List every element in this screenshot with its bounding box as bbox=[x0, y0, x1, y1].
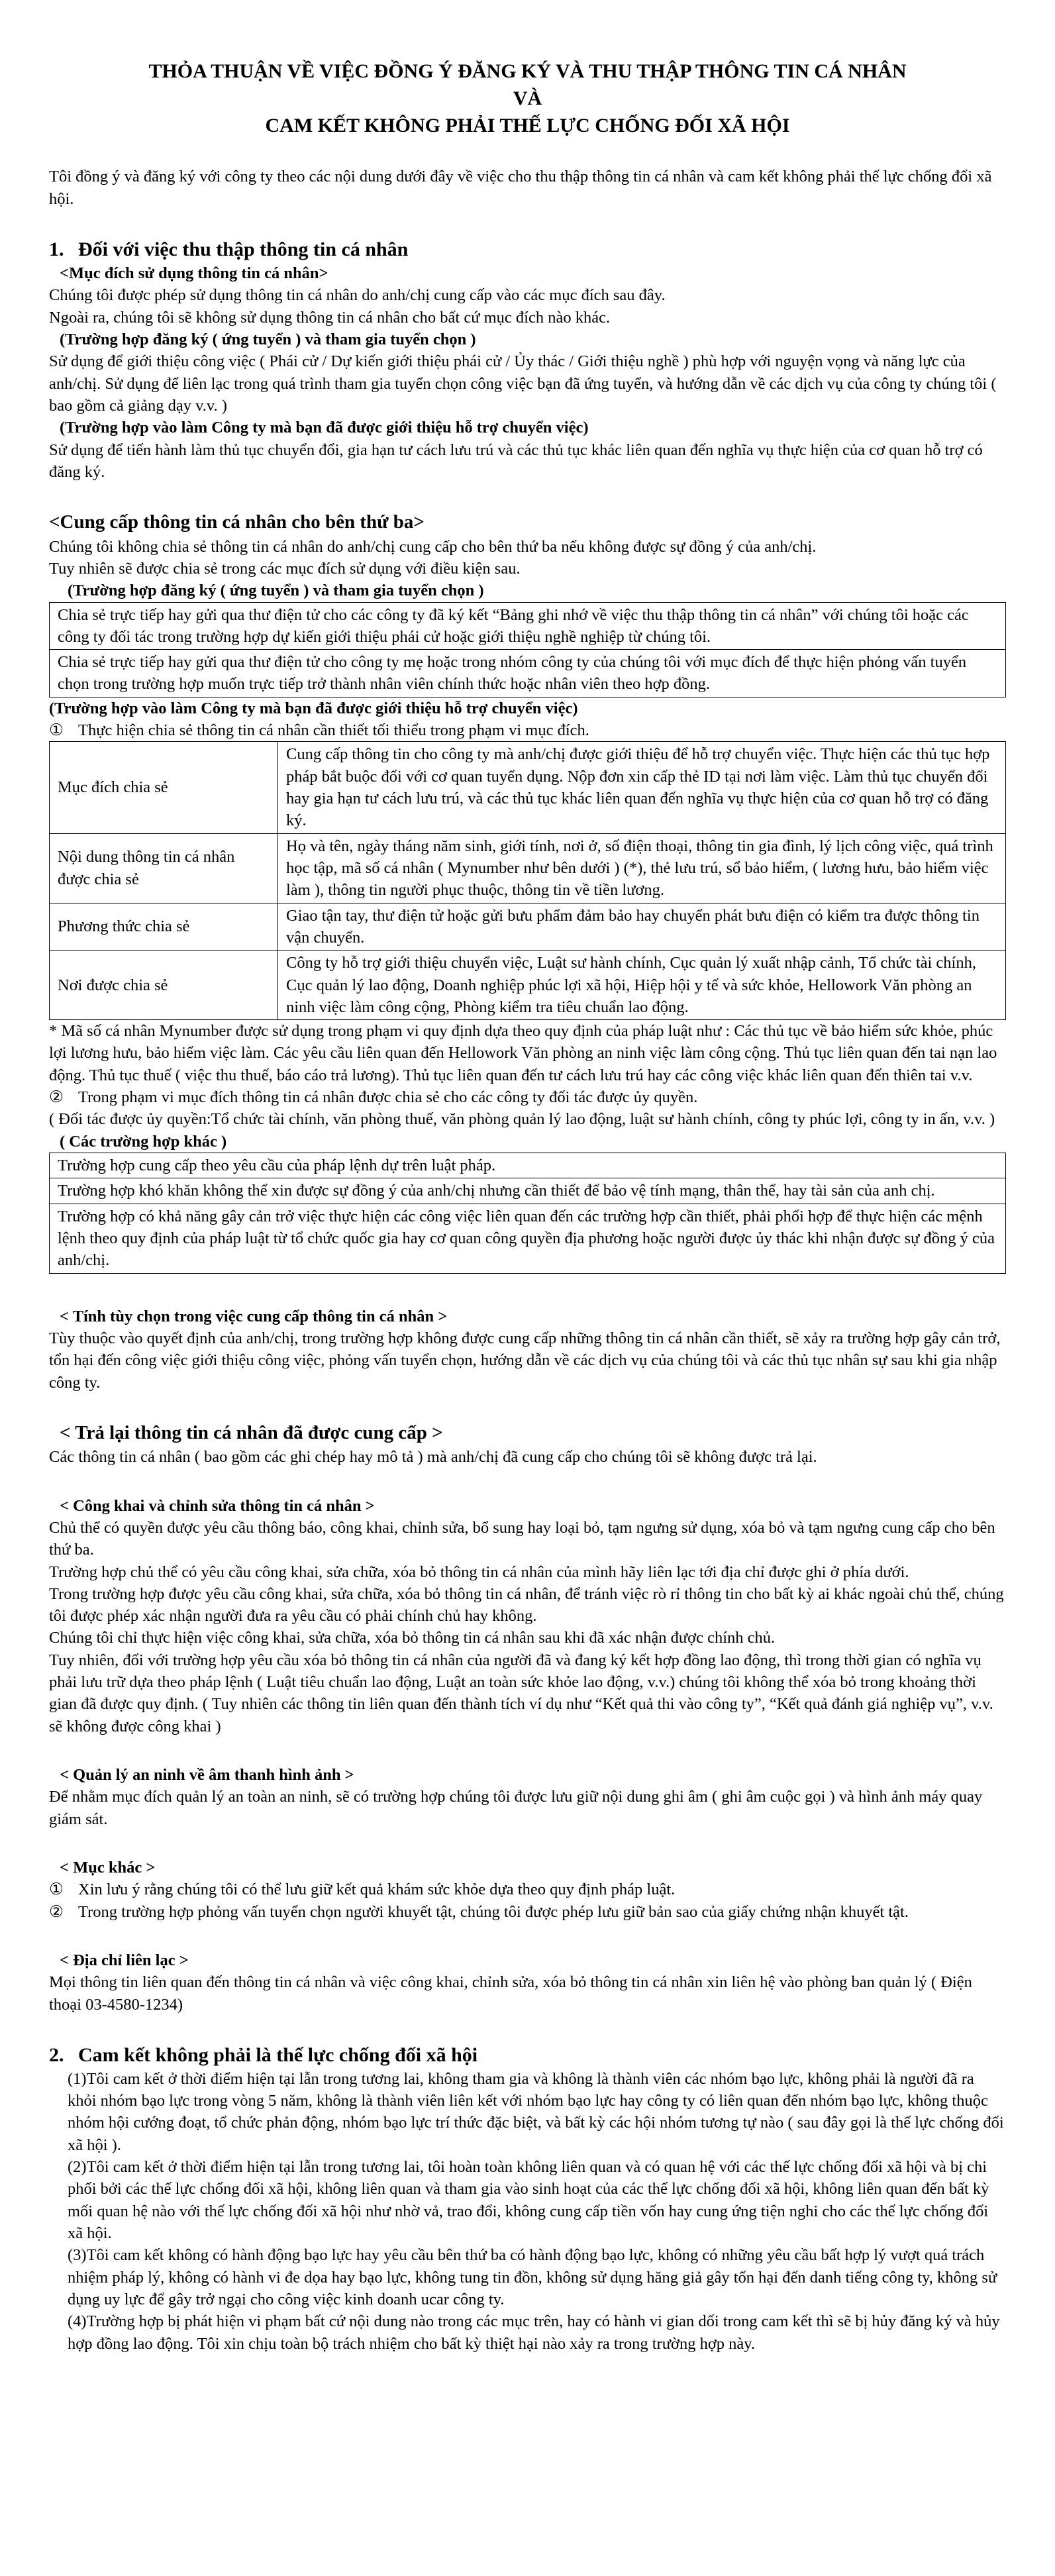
other-cases-box-list bbox=[49, 1153, 1006, 1274]
share-table-key: Nội dung thông tin cá nhân được chia sẻ bbox=[50, 833, 278, 903]
disclose-heading: < Công khai và chỉnh sửa thông tin cá nhân > bbox=[60, 1496, 375, 1515]
third-work-heading: (Trường hợp vào làm Công ty mà bạn đã được giới thiệu hỗ trợ chuyển việc) bbox=[49, 699, 578, 717]
misc-item-text: Trong trường hợp phỏng vấn tuyển chọn người khuyết tật, chúng tôi được phép lưu giữ bản sao của giấy chứng nhận khuyết tật. bbox=[78, 1902, 909, 1921]
share-item-2 bbox=[49, 1086, 1006, 1108]
optional-heading: < Tính tùy chọn trong việc cung cấp thông tin cá nhân > bbox=[60, 1307, 448, 1325]
title-line-1: THỎA THUẬN VỀ VIỆC ĐỒNG Ý ĐĂNG KÝ VÀ THU THẬP THÔNG TIN CÁ NHÂN bbox=[148, 60, 907, 82]
share-table-value: Cung cấp thông tin cho công ty mà anh/chị được giới thiệu để hỗ trợ chuyển việc. Thực hiện các thủ tục hợp pháp bắt buộc đối với cơ quan tuyển dụng. Nộp đơn xin cấp thẻ ID tại nơi làm việc. Làm thủ tục chuyển đổi hay gia hạn tư cách lưu trú, và các thủ tục khác liên quan đến nghĩa vụ thực hiện của cơ quan hỗ trợ có đăng ký. bbox=[278, 742, 1006, 833]
return-text: Các thông tin cá nhân ( bao gồm các ghi chép hay mô tả ) mà anh/chị đã cung cấp cho chúng tôi sẽ không được trả lại. bbox=[49, 1448, 817, 1467]
section-2-title: Cam kết không phải là thế lực chống đối xã hội bbox=[78, 2043, 478, 2066]
share-item-2-note: ( Đối tác được ủy quyền:Tổ chức tài chính, văn phòng thuế, văn phòng quản lý lao động, luật sư hành chính, công ty phúc lợi, công ty in ấn, v.v. ) bbox=[49, 1110, 995, 1129]
third-party-heading: <Cung cấp thông tin cá nhân cho bên thứ ba> bbox=[49, 511, 425, 533]
other-case-box-2: Trường hợp khó khăn không thể xin được sự đồng ý của anh/chị nhưng cần thiết để bảo vệ tính mạng, thân thể, hay tài sản của anh chị. bbox=[50, 1178, 1005, 1203]
third-party-line-2: Tuy nhiên sẽ được chia sẻ trong các mục đích sử dụng với điều kiện sau. bbox=[49, 559, 521, 578]
third-register-box-2: Chia sẻ trực tiếp hay gửi qua thư điện tử cho công ty mẹ hoặc trong nhóm công ty của chúng tôi với mục đích để thực hiện phỏng vấn tuyển chọn trong trường hợp muốn trực tiếp trở thành nhân viên chính thức hoặc nhân viên theo hợp đồng. bbox=[50, 649, 1005, 697]
return-heading: < Trả lại thông tin cá nhân đã được cung cấp > bbox=[60, 1421, 443, 1443]
case-register-heading: (Trường hợp đăng ký ( ứng tuyển ) và tham gia tuyển chọn ) bbox=[60, 330, 476, 348]
circled-number-2: ② bbox=[49, 1902, 64, 1921]
third-register-box-list bbox=[49, 602, 1006, 697]
commitment-paragraph-2: (2)Tôi cam kết ở thời điểm hiện tại lẫn trong tương lai, tôi hoàn toàn không liên quan và có quan hệ với các thế lực chống đối xã hội và bị chi phối bởi các thế lực chống đối xã hội, không liên quan và tham gia vào sinh hoạt của các thế lực chống đối xã hội, không liên quan đến bất kỳ mối quan hệ nào với thế lực chống đối xã hội như nhờ vả, trao đổi, không cung cấp tiền vốn hay cung ứng tiện nghi cho các thế lực chống đối xã hội. bbox=[68, 2158, 989, 2243]
other-case-box-3: Trường hợp có khả năng gây cản trở việc thực hiện các công việc liên quan đến các trường hợp cần thiết, phải phối hợp để thực hiện các mệnh lệnh theo quy định của pháp luật từ tổ chức quốc gia hay cơ quan công quyền địa phương hoặc người được ủy thác khi nhận được sự đồng ý của anh/chị. bbox=[50, 1204, 1005, 1273]
purpose-line-2: Ngoài ra, chúng tôi sẽ không sử dụng thông tin cá nhân cho bất cứ mục đích nào khác. bbox=[49, 308, 611, 327]
third-party-line-1: Chúng tôi không chia sẻ thông tin cá nhân do anh/chị cung cấp cho bên thứ ba nếu không được sự đồng ý của anh/chị. bbox=[49, 537, 817, 556]
contact-heading: < Địa chỉ liên lạc > bbox=[60, 1951, 189, 1969]
misc-list bbox=[49, 1879, 1006, 1923]
share-table-key: Mục đích chia sẻ bbox=[50, 742, 278, 833]
optional-text: Tùy thuộc vào quyết định của anh/chị, trong trường hợp không được cung cấp những thông tin cá nhân cần thiết, sẽ xảy ra trường hợp gây cản trở, tổn hại đến công việc giới thiệu công việc, phỏng vấn tuyển chọn, hướng dẫn về các dịch vụ của chúng tôi và các thủ tục nhân sự sau khi gia nhập công ty. bbox=[49, 1329, 1001, 1392]
list-item bbox=[49, 1901, 1006, 1923]
contact-text: Mọi thông tin liên quan đến thông tin cá nhân và việc công khai, chỉnh sửa, xóa bỏ thông tin cá nhân xin liên hệ vào phòng ban quản lý ( Điện thoại 03-4580-1234) bbox=[49, 1973, 972, 2014]
purpose-heading: <Mục đích sử dụng thông tin cá nhân> bbox=[60, 264, 328, 283]
share-table bbox=[49, 741, 1006, 1020]
commitment-paragraph-1: (1)Tôi cam kết ở thời điểm hiện tại lẫn trong tương lai, không tham gia và không là thành viên các nhóm bạo lực, không phải là người đã ra khỏi nhóm bạo lực trong vòng 5 năm, không là thành viên liên kết với nhóm bạo lực hay công ty có liên quan đến nhóm bạo lực, không thuộc nhóm hội cướng đoạt, tổ chức phản động, nhóm bạo lực trí thức đặc biệt, và bất kỳ các hội nhóm tương tự nào ( sau đây gọi là thế lực chống đối xã hội ). bbox=[68, 2069, 1004, 2154]
share-item-1 bbox=[49, 719, 1006, 741]
purpose-line-1: Chúng tôi được phép sử dụng thông tin cá nhân do anh/chị cung cấp vào các mục đích sau đây. bbox=[49, 286, 666, 305]
title-line-2: VÀ bbox=[513, 87, 542, 109]
share-table-value: Họ và tên, ngày tháng năm sinh, giới tính, nơi ở, số điện thoại, thông tin gia đình, lý lịch công việc, quá trình học tập, mã số cá nhân ( Mynumber như bên dưới ) (*), thẻ lưu trú, sổ bảo hiểm, ( lương hưu, bảo hiểm việc làm ), thông tin người phục thuộc, thông tin về tiền lương. bbox=[278, 833, 1006, 903]
third-register-box-1: Chia sẻ trực tiếp hay gửi qua thư điện tử cho các công ty đã ký kết “Bảng ghi nhớ về việc thu thập thông tin cá nhân” với chúng tôi hoặc các công ty đối tác trong trường hợp dự kiến giới thiệu phái cử hoặc giới thiệu nghề nghiệp từ chúng tôi. bbox=[58, 605, 969, 646]
circled-number-1: ① bbox=[49, 1880, 64, 1899]
disclose-line-4: Chúng tôi chỉ thực hiện việc công khai, sửa chữa, xóa bỏ thông tin cá nhân sau khi đã xác nhận được chính chủ. bbox=[49, 1629, 776, 1647]
mynumber-note: * Mã số cá nhân Mynumber được sử dụng trong phạm vi quy định dựa theo quy định của pháp luật như : Các thủ tục về bảo hiểm sức khỏe, phúc lợi lương hưu, bảo hiểm việc làm. Các yêu cầu liên quan đến Hellowork Văn phòng an ninh việc làm công cộng. Thủ tục liên quan đến tai nạn lao động. Thủ tục thuế ( việc thu thuế, báo cáo trả lương). Thủ tục liên quan đến tư cách lưu trú hay các công việc khác liên quan đến thiên tai v.v. bbox=[49, 1022, 997, 1084]
security-text: Để nhằm mục đích quản lý an toàn an ninh, sẽ có trường hợp chúng tôi được lưu giữ nội dung ghi âm ( ghi âm cuộc gọi ) và hình ảnh máy quay giám sát. bbox=[49, 1788, 983, 1828]
other-cases-heading: ( Các trường hợp khác ) bbox=[60, 1132, 227, 1151]
table-row bbox=[50, 951, 1006, 1020]
share-table-value: Giao tận tay, thư điện tử hoặc gửi bưu phẩm đảm bảo hay chuyển phát bưu điện có kiểm tra được thông tin vận chuyển. bbox=[278, 903, 1006, 951]
third-register-heading: (Trường hợp đăng ký ( ứng tuyển ) và tham gia tuyển chọn ) bbox=[68, 582, 484, 600]
intro-paragraph: Tôi đồng ý và đăng ký với công ty theo các nội dung dưới đây về việc cho thu thập thông tin cá nhân và cam kết không phải thế lực chống đối xã hội. bbox=[49, 168, 992, 208]
disclose-line-1: Chủ thể có quyền được yêu cầu thông báo, công khai, chỉnh sửa, bổ sung hay loại bỏ, tạm ngưng sử dụng, xóa bỏ và tạm ngưng cung cấp cho bên thứ ba. bbox=[49, 1518, 995, 1559]
section-2-number: 2. bbox=[49, 2043, 64, 2066]
table-row bbox=[50, 833, 1006, 903]
disclose-line-3: Trong trường hợp được yêu cầu công khai, sửa chữa, xóa bỏ thông tin cá nhân, để tránh việc rò rỉ thông tin cho bất kỳ ai khác ngoài chủ thể, chúng tôi được phép xác nhận người đưa ra yêu cầu có phải chính chủ hay không. bbox=[49, 1584, 1004, 1625]
misc-heading: < Mục khác > bbox=[60, 1858, 156, 1877]
disclose-line-5: Tuy nhiên, đối với trường hợp yêu cầu xóa bỏ thông tin cá nhân của người đã và đang ký kết hợp đồng lao động, thì trong thời gian có nghĩa vụ phải lưu trữ dựa theo pháp lệnh ( Luật tiêu chuẩn lao động, Luật an toàn sức khỏe lao động, v.v.) chúng tôi không thể xóa bỏ trong khoảng thời gian đã được quy định. ( Tuy nhiên các thông tin liên quan đến thành tích ví dụ như “Kết quả thi vào công ty”, “Kết quả đánh giá nghiệp vụ”, v.v. sẽ không được công khai ) bbox=[49, 1651, 993, 1735]
circled-number-1: ① bbox=[49, 721, 64, 740]
share-item-1-text: Thực hiện chia sẻ thông tin cá nhân cần thiết tối thiểu trong phạm vi mục đích. bbox=[78, 721, 589, 740]
disclose-line-2: Trường hợp chủ thể có yêu cầu công khai, sửa chữa, xóa bỏ thông tin cá nhân của mình hãy liên lạc tới địa chỉ được ghi ở phía dưới. bbox=[49, 1563, 909, 1581]
share-table-key: Phương thức chia sẻ bbox=[50, 903, 278, 951]
section-1-heading bbox=[49, 236, 1006, 262]
commitment-paragraph-3: (3)Tôi cam kết không có hành động bạo lực hay yêu cầu bên thứ ba có hành động bạo lực, không có những yêu cầu bất hợp lý vượt quá trách nhiệm pháp lý, không có hành vi đe dọa hay bạo lực, không tung tin đồn, không sử dụng hăng giả gây tổn hại đến danh tiếng công ty, không sử dụng uy lực để gây trở ngại cho công việc kinh doanh ucar công ty. bbox=[68, 2246, 997, 2308]
circled-number-2: ② bbox=[49, 1088, 64, 1107]
case-work-heading: (Trường hợp vào làm Công ty mà bạn đã được giới thiệu hỗ trợ chuyển việc) bbox=[60, 419, 589, 437]
list-item bbox=[49, 1879, 1006, 1900]
document-title bbox=[49, 58, 1006, 139]
share-item-2-text: Trong phạm vi mục đích thông tin cá nhân được chia sẻ cho các công ty đối tác được ủy quyền. bbox=[78, 1088, 698, 1107]
title-line-3: CAM KẾT KHÔNG PHẢI THẾ LỰC CHỐNG ĐỐI XÃ HỘI bbox=[265, 114, 790, 136]
other-case-box-1: Trường hợp cung cấp theo yêu cầu của pháp lệnh dự trên luật pháp. bbox=[58, 1157, 496, 1175]
table-row bbox=[50, 903, 1006, 951]
misc-item-text: Xin lưu ý rằng chúng tôi có thể lưu giữ kết quả khám sức khỏe dựa theo quy định pháp luật. bbox=[78, 1880, 676, 1899]
share-table-value: Công ty hỗ trợ giới thiệu chuyển việc, Luật sư hành chính, Cục quản lý xuất nhập cảnh, Tổ chức tài chính, Cục quản lý lao động, Doanh nghiệp phúc lợi xã hội, Hiệp hội y tế và sức khỏe, Hellowork Văn phòng an ninh việc làm công cộng, Phòng kiểm tra tiêu chuẩn lao động. bbox=[278, 951, 1006, 1020]
section-1-number: 1. bbox=[49, 238, 64, 261]
share-table-key: Nơi được chia sẻ bbox=[50, 951, 278, 1020]
table-row bbox=[50, 742, 1006, 833]
case-register-text: Sử dụng để giới thiệu công việc ( Phái cử / Dự kiến giới thiệu phái cử / Ủy thác / Giới thiệu nghề ) phù hợp với nguyện vọng và năng lực của anh/chị. Sử dụng để liên lạc trong quá trình tham gia tuyển chọn công việc bạn đã ứng tuyển, và hướng dẫn về các dịch vụ của công ty chúng tôi ( bao gồm cả giảng dạy v.v. ) bbox=[49, 352, 997, 415]
commitment-paragraph-4: (4)Trường hợp bị phát hiện vi phạm bất cứ nội dung nào trong các mục trên, hay có hành vi gian dối trong cam kết thì sẽ bị hủy đăng ký và hủy hợp đồng lao động. Tôi xin chịu toàn bộ trách nhiệm cho bất kỳ thiệt hại nào xảy ra trong trường hợp này. bbox=[68, 2312, 1000, 2353]
security-heading: < Quản lý an ninh về âm thanh hình ảnh > bbox=[60, 1766, 354, 1784]
section-1-title: Đối với việc thu thập thông tin cá nhân bbox=[78, 238, 409, 261]
section-2-heading bbox=[49, 2042, 1006, 2068]
case-work-text: Sử dụng để tiến hành làm thủ tục chuyển đổi, gia hạn tư cách lưu trú và các thủ tục khác liên quan đến nghĩa vụ thực hiện của cơ quan hỗ trợ có đăng ký. bbox=[49, 440, 983, 481]
